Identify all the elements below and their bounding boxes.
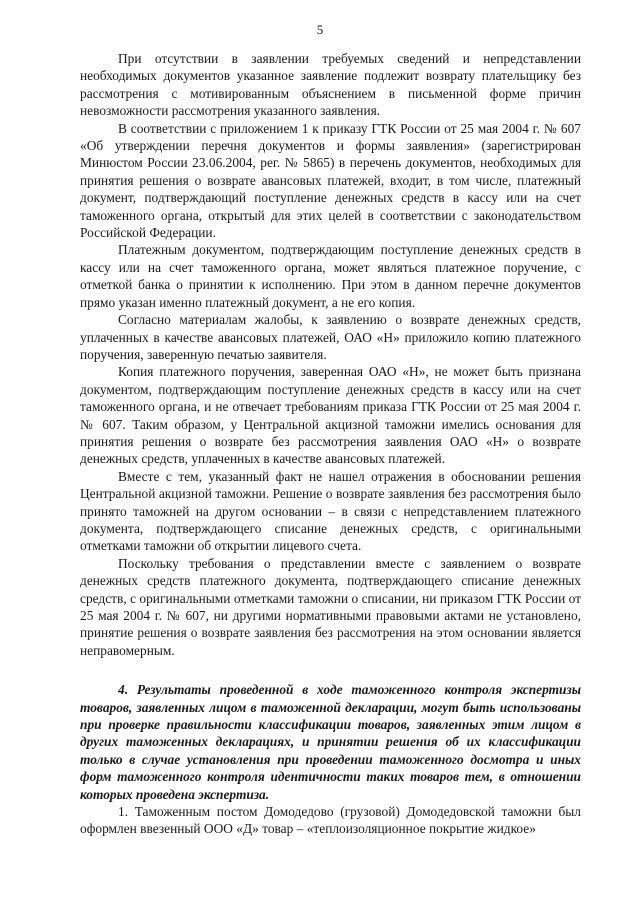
section-heading: 4. Результаты проведенной в ходе таможенного контроля экспертизы товаров, заявленных лицом в таможенной декларации, могут быть использованы при проверке правильности классификации товаров, заявленных этим лицом в других таможенных декларациях, и принятии решения об их классификации только в случае установления при проведении таможенного досмотра и иных форм таможенного контроля идентичности таких товаров тем, в отношении которых проведена экспертиза. — [80, 682, 581, 802]
paragraph: Копия платежного поручения, заверенная ОАО «Н», не может быть признана документом, подтверждающим поступление денежных средств в кассу или на счет таможенного органа, и не отвечает требованиям приказа ГТК России от 25 мая 2004 г. № 607. Таким образом, у Центральной акцизной таможни имелись основания для принятия решения о возврате без рассмотрения заявления ОАО «Н» о возврате денежных средств, уплаченных в качестве авансовых платежей. — [80, 364, 581, 467]
page-number: 5 — [316, 22, 324, 37]
paragraph: В соответствии с приложением 1 к приказу ГТК России от 25 мая 2004 г. № 607 «Об утверждении перечня документов и формы заявления» (зарегистрирован Минюстом России 23.06.2004, рег. № 5865) в перечень документов, необходимых для принятия решения о возврате авансовых платежей, входит, в том числе, платежный документ, подтверждающий поступление денежных средств в кассу или на счет таможенного органа, открытый для этих целей в соответствии с законодательством Российской Федерации. — [80, 120, 581, 241]
paragraph: Поскольку требования о представлении вместе с заявлением о возврате денежных средств платежного документа, подтверждающего списание денежных средств, с оригинальными отметками таможни о списании, ни приказом ГТК России от 25 мая 2004 г. № 607, ни другими нормативными правовыми актами не установлено, принятие решения о возврате заявления без рассмотрения на этом основании является неправомерным. — [80, 555, 581, 658]
document-body — [80, 50, 581, 838]
paragraph: 1. Таможенным постом Домодедово (грузовой) Домодедовской таможни был оформлен ввезенный ООО «Д» товар – «теплоизоляционное покрытие жидкое» — [80, 804, 581, 837]
paragraph: Платежным документом, подтверждающим поступление денежных средств в кассу или на счет таможенного органа, может являться платежное поручение, с отметкой банка о принятии к исполнению. При этом в данном перечне документов прямо указан именно платежный документ, а не его копия. — [80, 242, 581, 310]
paragraph: Вместе с тем, указанный факт не нашел отражения в обосновании решения Центральной акцизной таможни. Решение о возврате заявления без рассмотрения было принято таможней на другом основании – в связи с непредставлением платежного документа, подтверждающего списание денежных средств, с оригинальными отметками таможни об открытии лицевого счета. — [80, 468, 581, 554]
section-spacer — [80, 659, 581, 681]
paragraph: При отсутствии в заявлении требуемых сведений и непредставлении необходимых документов указанное заявление подлежит возврату плательщику без рассмотрения с мотивированным объяснением в письменной форме причин невозможности рассмотрения указанного заявления. — [80, 51, 581, 119]
paragraph: Согласно материалам жалобы, к заявлению о возврате денежных средств, уплаченных в качестве авансовых платежей, ОАО «Н» приложило копию платежного поручения, заверенную печатью заявителя. — [80, 312, 581, 362]
